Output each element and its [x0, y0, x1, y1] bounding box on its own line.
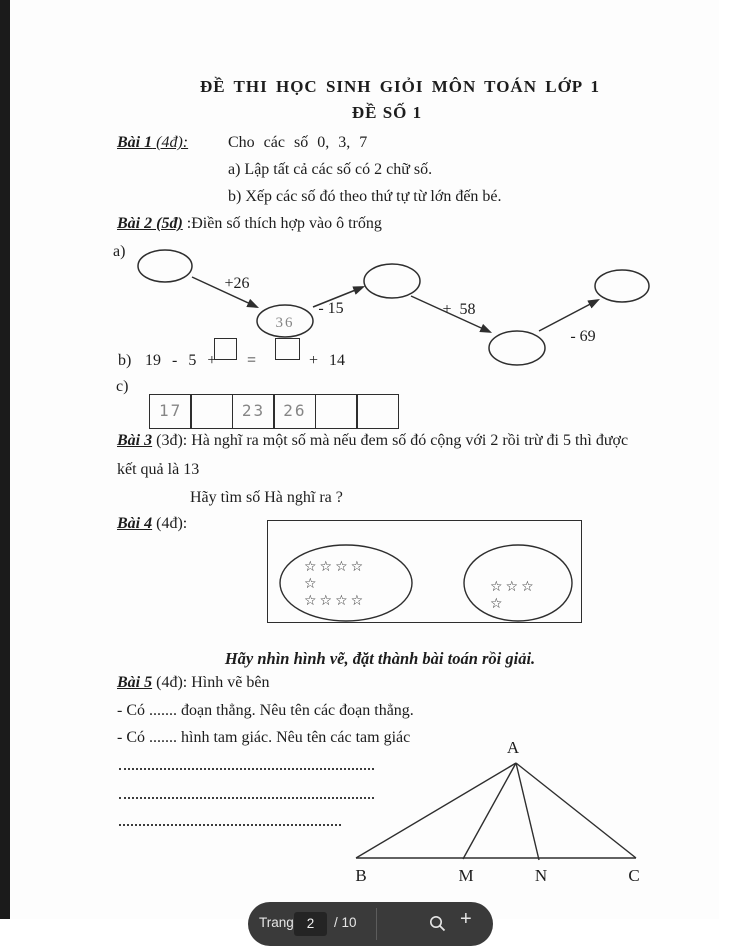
arrow-4-label: - 69: [570, 328, 596, 345]
segment-an: [516, 763, 539, 860]
segment-am: [463, 763, 516, 859]
answer-dotted-line: [119, 814, 341, 826]
table-cell: 26: [273, 394, 316, 429]
bai2-intro: :Điền số thích hợp vào ô trống: [182, 215, 382, 232]
bai3-line3: Hãy tìm số Hà nghĩ ra ?: [190, 489, 343, 506]
zoom-in-button[interactable]: +: [460, 908, 472, 930]
bai3-line2: kết quả là 13: [117, 461, 200, 478]
answer-box-2: [275, 338, 300, 360]
toolbar-divider: [376, 908, 377, 940]
bai2-part-b-label: b): [118, 352, 132, 369]
bai5-line1: - Có ....... đoạn thẳng. Nêu tên các đoạn thẳng.: [117, 702, 414, 719]
left-edge-bar: [0, 0, 10, 919]
bai5-line2: - Có ....... hình tam giác. Nêu tên các tam giác: [117, 729, 411, 746]
table-cell: 23: [232, 394, 275, 429]
bai2-heading: [117, 215, 382, 233]
star-row: ☆☆☆☆: [304, 559, 367, 575]
star-row: ☆☆☆☆: [304, 593, 367, 609]
oval-2-value: 36: [275, 315, 295, 331]
page-number-input[interactable]: 2: [294, 912, 327, 936]
bai1-item-b: b) Xếp các số đó theo thứ tự từ lớn đến bé.: [228, 188, 502, 205]
bai3-points: (3đ):: [152, 432, 192, 449]
arrow-2-label: - 15: [318, 300, 344, 317]
vertex-c-label: C: [628, 866, 640, 885]
bai4-points: (4đ):: [152, 515, 188, 532]
vertex-b-label: B: [355, 866, 367, 885]
vertex-m-label: M: [458, 866, 474, 885]
arrow-4: [539, 300, 598, 331]
bai5-points: (4đ):: [152, 674, 192, 691]
vertex-n-label: N: [534, 866, 548, 885]
eq-equals: =: [247, 352, 257, 369]
magnifier-icon[interactable]: [429, 915, 446, 932]
doc-subtitle: ĐỀ SỐ 1: [351, 103, 423, 122]
page-label: Trang: [259, 915, 294, 930]
star-row: ☆☆☆: [490, 579, 537, 595]
bai2-equation: [118, 338, 398, 374]
left-group-ellipse: [280, 545, 412, 621]
answer-dotted-line: [119, 758, 374, 770]
bai4-heading: [117, 515, 187, 533]
page-toolbar[interactable]: [248, 902, 493, 946]
vertex-a-label: A: [506, 738, 520, 757]
number-strip-table: [149, 394, 399, 429]
bai1-heading: [117, 134, 188, 152]
table-cell: 17: [149, 394, 192, 429]
answer-box-1: [214, 338, 237, 360]
bai3-label: Bài 3: [117, 432, 153, 449]
stars-figure-box: [267, 520, 582, 623]
page-total: / 10: [334, 915, 357, 930]
bai2-part-c-label: c): [116, 378, 129, 395]
bai4-caption: Hãy nhìn hình vẽ, đặt thành bài toán rồi giải.: [224, 649, 536, 668]
bai1-item-a: a) Lập tất cả các số có 2 chữ số.: [228, 161, 433, 178]
eq-right-text: + 14: [309, 352, 346, 369]
bai5-label: Bài 5: [117, 674, 153, 691]
bai2-part-a-label: a): [113, 243, 126, 260]
table-cell: [356, 394, 399, 429]
bai1-points: (4đ):: [152, 134, 189, 151]
answer-dotted-line: [119, 787, 374, 799]
segment-ac: [516, 763, 636, 858]
segment-ab: [356, 763, 516, 858]
bai1-intro: Cho các số 0, 3, 7: [228, 134, 368, 151]
star-row: ☆: [490, 596, 506, 612]
oval-4: [489, 331, 545, 365]
bai2-label: Bài 2 (5đ): [117, 215, 183, 232]
table-cell: [315, 394, 358, 429]
doc-title: ĐỀ THI HỌC SINH GIỎI MÔN TOÁN LỚP 1: [199, 77, 600, 96]
bai1-label: Bài 1: [117, 134, 153, 151]
bai3-line1: [117, 432, 628, 450]
bai4-label: Bài 4: [117, 515, 153, 532]
oval-1: [138, 250, 192, 282]
table-cell: [190, 394, 233, 429]
triangle-figure: [345, 725, 655, 890]
bai3-text: Hà nghĩ ra một số mà nếu đem số đó cộng với 2 rồi trừ đi 5 thì được: [191, 432, 629, 449]
bai5-heading: [117, 674, 269, 692]
arrow-1-label: +26: [224, 275, 250, 292]
oval-3: [364, 264, 420, 298]
star-row: ☆: [304, 576, 320, 592]
arrow-3-label: + 58: [442, 301, 476, 318]
oval-5: [595, 270, 649, 302]
eq-left-text: 19 - 5 +: [145, 352, 217, 369]
bai5-intro: Hình vẽ bên: [191, 674, 270, 691]
